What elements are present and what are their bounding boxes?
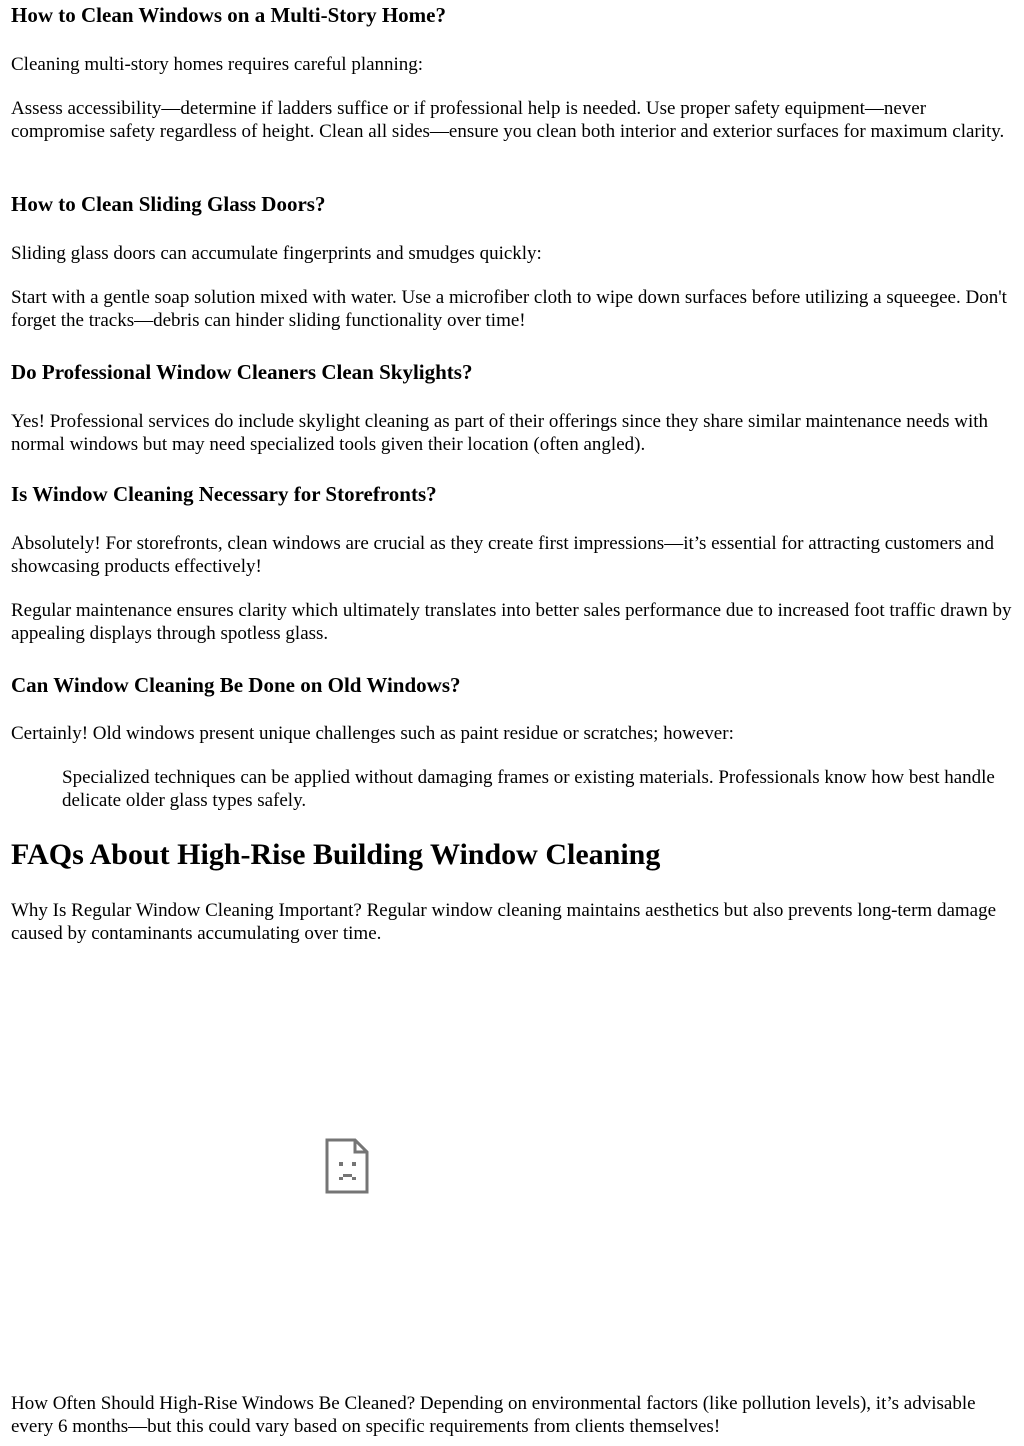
paragraph-multi-story-intro: Cleaning multi-story homes requires careful planning: bbox=[11, 54, 424, 75]
paragraph-old-windows: Certainly! Old windows present unique challenges such as paint residue or scratches; however: bbox=[11, 723, 734, 744]
heading-storefronts: Is Window Cleaning Necessary for Storefronts? bbox=[11, 482, 437, 506]
broken-image-icon bbox=[325, 1138, 369, 1194]
paragraph-sliding-steps: Start with a gentle soap solution mixed with water. Use a microfiber cloth to wipe down surfaces before utilizing a squeegee. Don't forget the tracks—debris can hinder sliding functionality over time! bbox=[11, 287, 1007, 331]
faq-intro: Why Is Regular Window Cleaning Important? Regular window cleaning maintains aesthetics but also prevents long-term damage caused by contaminants accumulating over time. bbox=[11, 900, 997, 944]
paragraph-multi-story-steps: Assess accessibility—determine if ladders suffice or if professional help is needed. Use proper safety equipment—never compromise safety regardless of height. Clean all sides—ensure you clean both interior and exterior surfaces for maximum clarity. bbox=[11, 98, 1005, 142]
paragraph-storefronts-1: Absolutely! For storefronts, clean windows are crucial as they create first impressions—it’s essential for attracting customers and showcasing products effectively! bbox=[11, 533, 994, 577]
broken-image bbox=[11, 955, 681, 1375]
heading-sliding-doors: How to Clean Sliding Glass Doors? bbox=[11, 192, 326, 216]
faq-closing: How Often Should High-Rise Windows Be Cleaned? Depending on environmental factors (like pollution levels), it’s advisable every 6 months—but this could vary based on specific requirements from clients themselves! bbox=[11, 1393, 976, 1437]
faq-heading: FAQs About High-Rise Building Window Cleaning bbox=[11, 838, 661, 871]
heading-skylights: Do Professional Window Cleaners Clean Skylights? bbox=[11, 360, 473, 384]
paragraph-sliding-intro: Sliding glass doors can accumulate fingerprints and smudges quickly: bbox=[11, 243, 542, 264]
heading-old-windows: Can Window Cleaning Be Done on Old Windows? bbox=[11, 673, 461, 697]
heading-multi-story: How to Clean Windows on a Multi-Story Home? bbox=[11, 3, 446, 27]
blockquote-old-windows: Specialized techniques can be applied without damaging frames or existing materials. Professionals know how best handle delicate older glass types safely. bbox=[62, 767, 995, 811]
paragraph-skylights: Yes! Professional services do include skylight cleaning as part of their offerings since they share similar maintenance needs with normal windows but may need specialized tools given their location (often angled). bbox=[11, 411, 989, 455]
paragraph-storefronts-2: Regular maintenance ensures clarity which ultimately translates into better sales performance due to increased foot traffic drawn by appealing displays through spotless glass. bbox=[11, 600, 1012, 644]
